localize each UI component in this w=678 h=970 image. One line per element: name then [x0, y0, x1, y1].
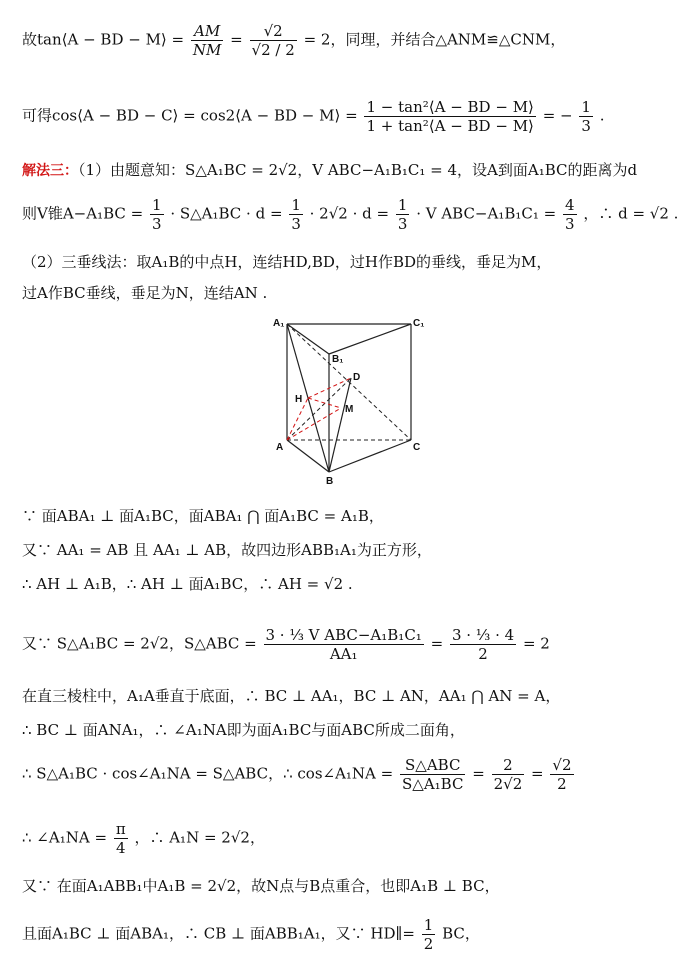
l2-frac: $\frac{\text{1 − tan²⟨A − BD − M⟩}}{\text{1 + tan²⟨A − BD − M⟩}}$: [366, 98, 534, 135]
line-1: 故tan⟨A − BD − M⟩ = $\frac{AM}{NM}$ = $\frac{√2}{√2 / 2}$ = 2，同理，并结合△ANM≌△CNM，: [22, 22, 566, 59]
l1-post: = 2，同理，并结合△ANM≌△CNM，: [303, 30, 566, 49]
label-b1: B₁: [332, 354, 344, 365]
line-9: ∴ AH ⊥ A₁B，∴ AH ⊥ 面A₁BC，∴ AH = √2 .: [22, 575, 353, 593]
l1-pre: 故tan⟨A − BD − M⟩ =: [22, 30, 185, 49]
line-14: ∴ ∠A₁NA = $\frac{\pi}{4}$ ，∴ A₁N = 2√2，: [22, 820, 265, 857]
l3-text: （1）由题意知：S△A₁BC = 2√2，V ABC−A₁B₁C₁ = 4，设A到面A₁BC的距离为d: [78, 161, 638, 179]
line-2: 可得cos⟨A − BD − C⟩ = cos2⟨A − BD − M⟩ = $\frac{\text{1 − tan²⟨A − BD − M⟩}}{\text{1 + tan²⟨A − BD − M⟩}}$ = − $\frac{1}{3}$ .: [22, 98, 605, 135]
line-3: [22, 160, 637, 181]
l2-pre: 可得cos⟨A − BD − C⟩ = cos2⟨A − BD − M⟩ =: [22, 106, 358, 125]
l1-frac2: $\frac{√2}{√2 / 2}$: [251, 22, 295, 59]
line-15: 又∵ 在面A₁ABB₁中A₁B = 2√2，故N点与B点重合，也即A₁B ⊥ BC，: [22, 877, 500, 895]
label-a: A: [276, 442, 284, 453]
line-10: 又∵ S△A₁BC = 2√2，S△ABC = $\frac{\text{3 · ⅓ V ABC−A₁B₁C₁}}{\text{AA₁}}$ = $\frac{\text{3 · ⅓ · 4}}{2}$ = 2: [22, 626, 550, 663]
label-h: H: [295, 394, 303, 405]
line-7: ∵ 面ABA₁ ⊥ 面A₁BC，面ABA₁ ⋂ 面A₁BC = A₁B，: [22, 507, 384, 525]
label-a1: A₁: [273, 318, 285, 329]
label-m: M: [345, 404, 354, 415]
line-12: ∴ BC ⊥ 面ANA₁，∴ ∠A₁NA即为面A₁BC与面ABC所成二面角，: [22, 721, 465, 739]
line-4: 则V锥A−A₁BC = $\frac{1}{3}$ · S△A₁BC · d = $\frac{1}{3}$ · 2√2 · d = $\frac{1}{3}$ · V ABC−A₁B₁C₁ = $\frac{4}{3}$ ，∴ d = √2 .: [22, 196, 678, 233]
solution-three-tag: 解法三：: [22, 163, 78, 179]
line-5: （2）三垂线法：取A₁B的中点H，连结HD,BD，过H作BD的垂线，垂足为M，: [22, 253, 552, 271]
line-16: 且面A₁BC ⊥ 面ABA₁，∴ CB ⊥ 面ABB₁A₁，又∵ HD∥= $\frac{1}{2}$ BC，: [22, 916, 480, 953]
label-d: D: [353, 372, 361, 383]
line-13: ∴ S△A₁BC · cos∠A₁NA = S△ABC，∴ cos∠A₁NA = $\frac{\text{S△ABC}}{\text{S△A₁BC}}$ = $\frac{2}{2√2}$ = $\frac{√2}{2}$: [22, 756, 572, 793]
line-8: 又∵ AA₁ = AB 且 AA₁ ⊥ AB，故四边形ABB₁A₁为正方形，: [22, 541, 432, 559]
label-c: C: [413, 442, 421, 453]
prism-figure: [255, 312, 435, 487]
label-b: B: [326, 476, 334, 487]
line-6: 过A作BC垂线，垂足为N，连结AN .: [22, 284, 268, 302]
label-c1: C₁: [413, 318, 425, 329]
l1-frac1: $\frac{AM}{NM}$: [192, 22, 222, 59]
line-11: 在直三棱柱中，A₁A垂直于底面，∴ BC ⊥ AA₁，BC ⊥ AN，AA₁ ⋂ AN = A，: [22, 687, 561, 705]
l2-frac-third: $\frac{1}{3}$: [581, 98, 591, 135]
